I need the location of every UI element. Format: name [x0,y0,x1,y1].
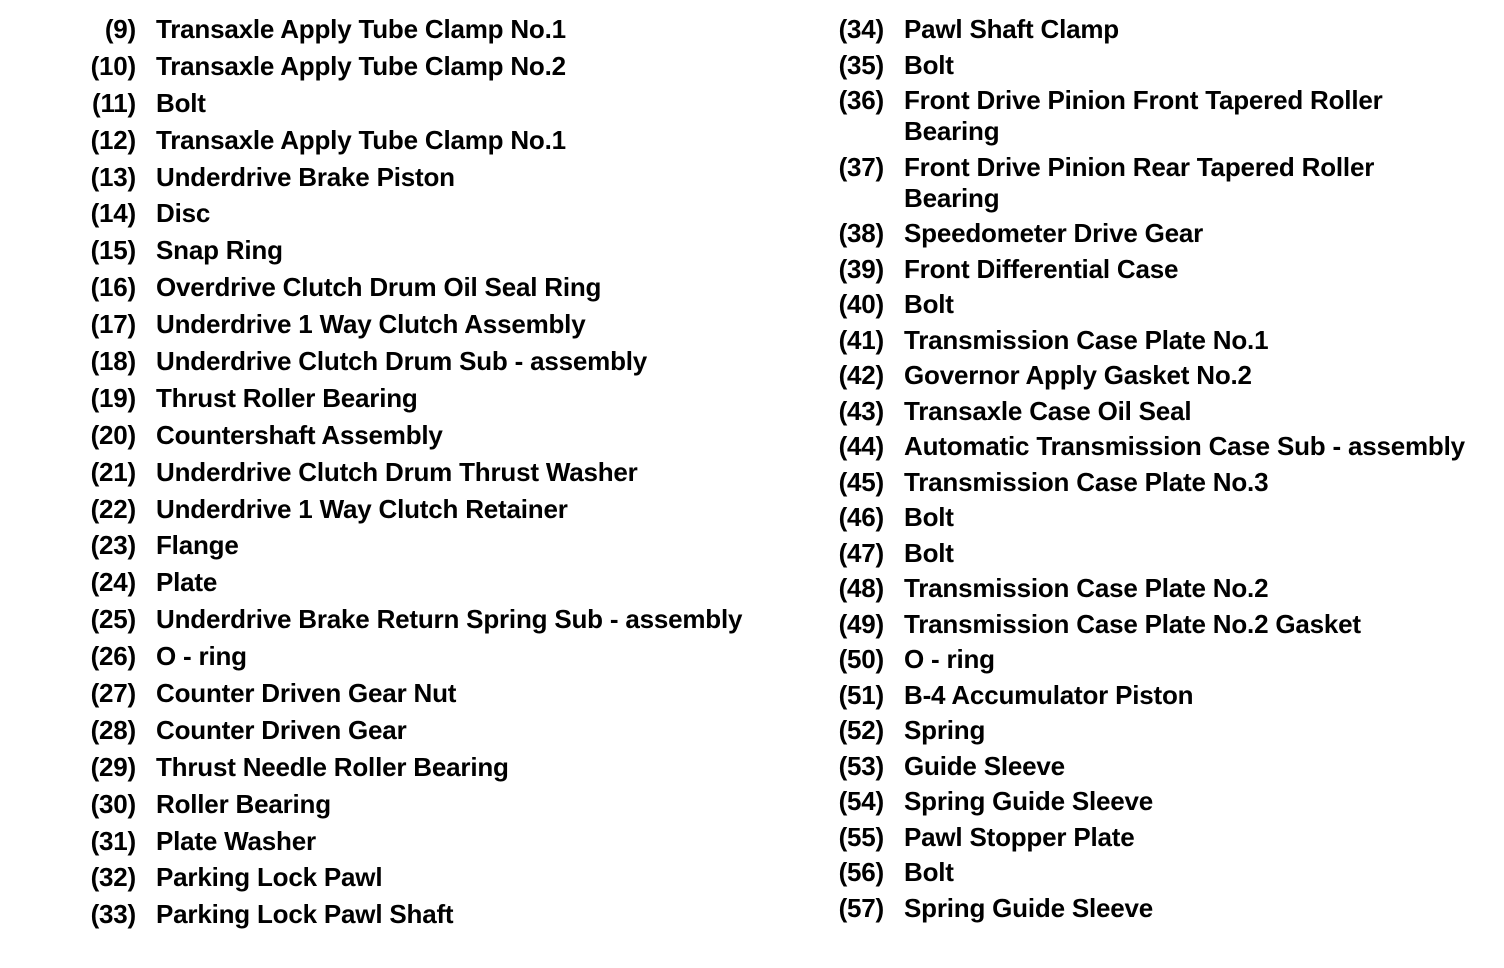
item-number: (49) [838,608,884,639]
item-number: (18) [90,346,136,377]
item-label: Bolt [904,857,954,887]
item-label: Transaxle Apply Tube Clamp No.2 [156,50,566,81]
item-number: (46) [838,502,884,532]
list-item [826,715,1466,746]
list-item [78,457,758,488]
item-label: Underdrive Brake Piston [156,161,455,192]
item-number: (41) [838,324,884,355]
list-item [78,826,758,857]
list-item [78,641,758,672]
item-number: (10) [90,50,136,81]
item-number: (12) [90,124,136,155]
item-label: Transmission Case Plate No.1 [904,324,1269,355]
item-number: (13) [90,161,136,192]
item-label: Spring [904,715,986,745]
list-item [78,235,758,266]
list-item [78,604,758,635]
list-item [78,198,758,229]
item-number: (31) [90,825,136,856]
item-number: (54) [838,786,884,816]
item-label: Bolt [904,289,954,319]
list-item [78,567,758,598]
list-item [826,467,1466,498]
item-number: (32) [90,862,136,893]
list-item [826,14,1466,45]
item-label: Disc [156,198,211,229]
item-label: Thrust Needle Roller Bearing [156,751,509,782]
item-label: Bolt [904,49,954,80]
list-item [826,85,1466,147]
item-number: (34) [838,14,884,44]
item-number: (33) [90,899,136,930]
item-label: Pawl Stopper Plate [904,821,1135,852]
item-label: Underdrive Clutch Drum Thrust Washer [156,456,638,487]
right-parts-list [826,14,1466,928]
list-item [826,502,1466,533]
list-item [78,899,758,930]
item-label: Underdrive Brake Return Spring Sub - assembly [156,604,743,635]
list-item [78,494,758,525]
item-number: (27) [90,678,136,709]
list-item [826,50,1466,81]
item-label: Bolt [904,537,954,568]
item-label: Front Drive Pinion Rear Tapered Roller Bearing [904,151,1375,213]
item-number: (11) [91,87,136,118]
list-item [78,162,758,193]
item-label: Parking Lock Pawl Shaft [156,899,454,930]
item-label: Pawl Shaft Clamp [904,14,1119,44]
list-item [826,254,1466,285]
item-label: Flange [156,530,239,561]
list-item [78,789,758,820]
item-label: Speedometer Drive Gear [904,218,1204,248]
item-number: (56) [838,857,884,887]
item-number: (53) [838,750,884,781]
list-item [78,715,758,746]
list-item [78,125,758,156]
item-number: (16) [90,272,136,303]
item-label: O - ring [156,641,247,672]
item-number: (23) [90,530,136,561]
list-item [826,289,1466,320]
item-label: Countershaft Assembly [156,419,443,450]
item-label: Counter Driven Gear [156,714,407,745]
item-number: (29) [90,751,136,782]
item-number: (45) [838,466,884,497]
list-item [78,272,758,303]
list-item [78,14,758,45]
item-label: Spring Guide Sleeve [904,892,1154,923]
item-label: Counter Driven Gear Nut [156,678,457,709]
item-number: (17) [90,309,136,340]
list-item [78,678,758,709]
item-label: Parking Lock Pawl [156,862,383,893]
list-item [826,822,1466,853]
item-number: (37) [838,151,884,182]
item-number: (22) [90,493,136,524]
list-item [78,51,758,82]
item-number: (48) [838,573,884,603]
item-label: Plate [156,567,218,598]
item-number: (47) [838,537,884,568]
item-label: Bolt [156,87,206,118]
item-number: (15) [90,235,136,266]
item-number: (38) [838,218,884,248]
item-label: Front Differential Case [904,253,1179,284]
list-item [826,644,1466,675]
item-label: O - ring [904,644,995,674]
item-number: (24) [90,567,136,598]
list-item [78,752,758,783]
list-item [826,325,1466,356]
list-item [826,152,1466,214]
item-number: (30) [90,788,136,819]
list-item [78,420,758,451]
item-label: Plate Washer [156,825,316,856]
item-label: Underdrive 1 Way Clutch Retainer [156,493,568,524]
item-number: (35) [838,49,884,80]
item-label: Underdrive Clutch Drum Sub - assembly [156,346,648,377]
item-number: (25) [90,604,136,635]
item-label: Transaxle Apply Tube Clamp No.1 [156,124,566,155]
list-item [826,538,1466,569]
item-number: (39) [838,253,884,284]
list-item [826,786,1466,817]
list-item [826,360,1466,391]
item-label: B-4 Accumulator Piston [904,679,1194,710]
item-number: (42) [838,360,884,390]
item-label: Transaxle Case Oil Seal [904,395,1192,426]
item-label: Roller Bearing [156,788,331,819]
item-number: (14) [90,198,136,229]
item-label: Transmission Case Plate No.2 [904,573,1269,603]
item-number: (43) [838,395,884,426]
item-number: (36) [838,85,884,115]
list-item [78,383,758,414]
item-label: Governor Apply Gasket No.2 [904,360,1252,390]
item-label: Thrust Roller Bearing [156,382,418,413]
item-number: (20) [90,419,136,450]
item-label: Automatic Transmission Case Sub - assembly [904,431,1465,461]
item-label: Guide Sleeve [904,750,1065,781]
item-number: (28) [90,714,136,745]
item-label: Transaxle Apply Tube Clamp No.1 [156,14,566,44]
item-label: Spring Guide Sleeve [904,786,1154,816]
item-label: Bolt [904,502,954,532]
list-item [826,751,1466,782]
item-number: (57) [838,892,884,923]
list-item [78,862,758,893]
list-item [78,88,758,119]
item-number: (21) [90,456,136,487]
list-item [826,431,1466,462]
list-item [826,218,1466,249]
list-item [78,530,758,561]
left-parts-list [78,14,758,936]
list-item [826,893,1466,924]
list-item [826,680,1466,711]
item-number: (51) [838,679,884,710]
list-item [826,609,1466,640]
list-item [826,573,1466,604]
list-item [78,346,758,377]
item-number: (40) [838,289,884,319]
item-number: (44) [838,431,884,461]
item-label: Transmission Case Plate No.3 [904,466,1269,497]
list-item [78,309,758,340]
item-number: (19) [90,382,136,413]
list-item [826,396,1466,427]
list-item [826,857,1466,888]
item-label: Overdrive Clutch Drum Oil Seal Ring [156,272,602,303]
item-label: Transmission Case Plate No.2 Gasket [904,608,1361,639]
item-label: Underdrive 1 Way Clutch Assembly [156,309,586,340]
item-label: Front Drive Pinion Front Tapered Roller Bearing [904,85,1383,146]
item-number: (26) [90,641,136,672]
item-label: Snap Ring [156,235,283,266]
item-number: (50) [838,644,884,674]
item-number: (55) [838,821,884,852]
item-number: (9) [104,14,136,44]
item-number: (52) [838,715,884,745]
